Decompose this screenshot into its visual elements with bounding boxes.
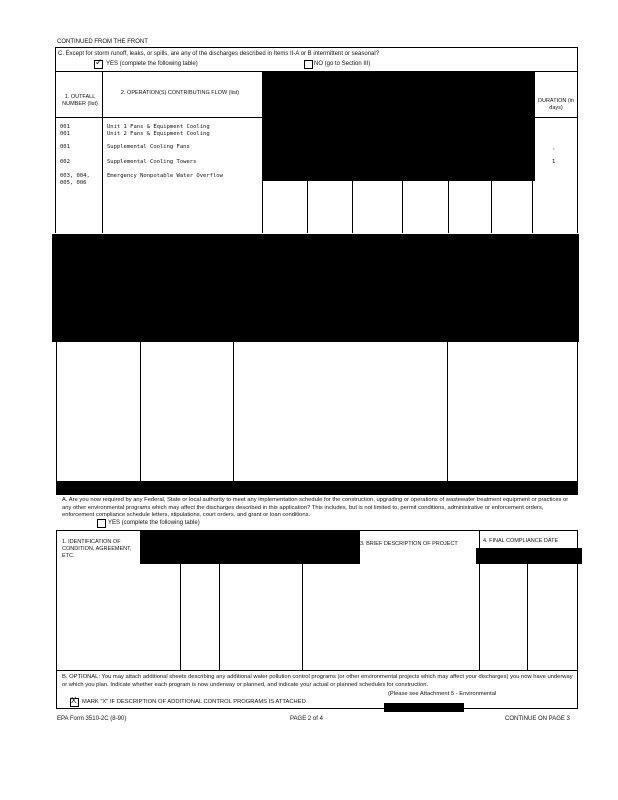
mid-divider-2 [233,342,234,482]
redaction-block-3 [56,481,578,495]
attached-label: MARK "X" IF DESCRIPTION OF ADDITIONAL CONTROL PROGRAMS IS ATTACHED [82,699,306,705]
row-4-operation: Supplemental Cooling Towers [107,159,197,165]
row-2-operation: Unit 2 Fans & Equipment Cooling [107,131,210,137]
yes-check-mark: ✓ [95,57,103,67]
page-number: PAGE 2 of 4 [290,716,323,722]
optional-frame-right [577,670,578,709]
attached-x-mark: X [71,696,77,705]
col-divider-8 [532,180,533,233]
col-operations-header: 2. OPERATION(S) CONTRIBUTING FLOW (list) [120,90,240,96]
attached-note: (Please see Attachment 5 - Environmental [388,691,497,697]
iv-yes-label: YES (complete the following table) [108,520,200,526]
optional-description: B. OPTIONAL: You may attach additional sheets describing any additional water pollution control programs (or other environmental projects which may affect your discharges) you now have underway or which you plan. Indicate whether each program is now underway or planned, and indicate your actual or planned schedules for construction. [62,674,573,688]
mid-frame-left [56,342,57,482]
row-4-duration: 1 [552,159,556,165]
optional-frame-left [56,670,57,709]
iv-frame-left [56,530,57,670]
col-divider-1 [102,71,103,233]
row-3-duration-mark: · [552,146,556,153]
yes-label: YES (complete the following table) [106,61,198,67]
iv-col-final-date: 4. FINAL COMPLIANCE DATE [483,538,559,544]
section-iv-question: A. Are you now required by any Federal, State or local authority to meet any implementation schedule for the construction, upgrading or operations of wastewater treatment equipment or practices or any other environmental programs which may affect the discharges described in this application? This includes, but is not limited to, permit conditions, administrative or enforcement orders, enforcement compliance schedule letters, stipulations, court orders, and grant or loan conditions. [62,497,569,518]
col-divider-4 [352,180,353,233]
frame-left [55,47,56,233]
form-id: EPA Form 3510-2C (8-90) [57,716,127,722]
iv-divider-5 [527,563,528,670]
iv-divider-1 [180,563,181,670]
col-divider-5 [402,180,403,233]
mid-frame-right [577,342,578,482]
iv-rule-bottom [56,670,578,671]
row-5-operation: Emergency Nonpotable Water Overflow [107,173,223,179]
col-duration-header: DURATION (in days) [538,98,574,111]
row-3-outfall: 001 [60,144,70,150]
mid-divider-3 [447,342,448,482]
continued-header: CONTINUED FROM THE FRONT [57,39,148,45]
iv-divider-4 [479,530,480,670]
optional-rule-bottom [56,708,578,709]
frame-top [55,47,578,48]
row-3-operation: Supplemental Cooling Fans [107,144,190,150]
col-divider-3 [307,180,308,233]
col-outfall-header: 1. OUTFALL NUMBER (list) [62,94,98,107]
row-5-outfall: 003, 004, 005, 006 [60,173,90,186]
row-1-operation: Unit 1 Fans & Equipment Cooling [107,124,210,130]
iv-divider-3 [302,563,303,670]
continue-note: CONTINUE ON PAGE 3 [505,716,570,722]
iv-col-identification: 1. IDENTIFICATION OF CONDITION, AGREEMENT, ETC. [62,539,132,559]
mid-divider-1 [140,342,141,482]
iv-col-description: 3. BRIEF DESCRIPTION OF PROJECT [360,541,458,547]
row-2-outfall: 001 [60,131,70,137]
redaction-block-1 [262,72,535,181]
redaction-block-5 [476,548,582,564]
frame-right [577,47,578,233]
row-4-outfall: 002 [60,159,70,165]
section-c-question: C. Except for storm runoff, leaks, or spills, are any of the discharges described in Items II-A or B intermittent or seasonal? [58,51,380,57]
row-1-outfall: 001 [60,124,70,130]
iv-yes-checkbox[interactable] [97,519,106,528]
redaction-block-2 [52,234,579,342]
col-divider-6 [448,180,449,233]
redaction-block-4 [140,530,360,564]
col-divider-7 [491,180,492,233]
no-label: NO (go to Section III) [314,61,371,67]
iv-divider-2 [219,563,220,670]
no-checkbox[interactable] [304,60,313,69]
